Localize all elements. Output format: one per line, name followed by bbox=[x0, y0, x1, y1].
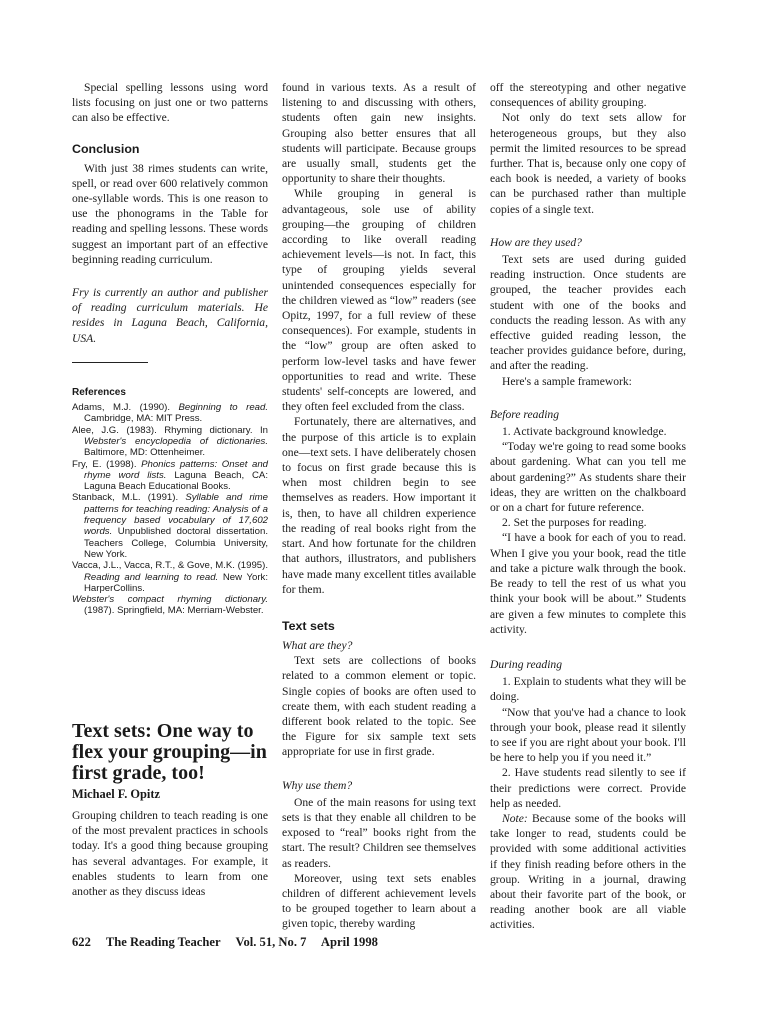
column-middle bbox=[282, 80, 476, 932]
article-author: Michael F. Opitz bbox=[72, 786, 160, 801]
intro-paragraph: Special spelling lessons using word lists focusing on just one or two patterns can also be effective. bbox=[72, 81, 268, 125]
reference-item: Adams, M.J. (1990). Beginning to read. Cambridge, MA: MIT Press. bbox=[72, 402, 268, 425]
during-reading-subheading: During reading bbox=[490, 657, 563, 671]
body-paragraph: off the stereotyping and other negative consequences of ability grouping. bbox=[490, 81, 686, 110]
body-paragraph: found in various texts. As a result of listening to and discussing with others, students often gain new insights. Grouping also better ensures that all students will participate. Because groups are usually small, students get the opportunity to share their thoughts. bbox=[282, 81, 476, 186]
conclusion-paragraph: With just 38 rimes students can write, spell, or read over 600 relatively common one-syllable words. This is one reason to use the phonograms in the Table for reading and spelling lessons. These words suggest an important part of an effective beginning reading curriculum. bbox=[72, 161, 268, 266]
body-paragraph: While grouping in general is advantageous, sole use of ability grouping—the grouping of children according to like overall reading achievement levels—is not. In fact, this type of grouping yields several unintended consequences especially for the children viewed as “low” readers (see Opitz, 1997, for a full review of these consequences). For example, students in the “low” group are often asked to perform low-level tasks and have fewer opportunities to read and write. These students' self-concepts are lowered, and they often feel excluded from the class. bbox=[282, 187, 476, 414]
step-item: 2. Have students read silently to see if their predictions were correct. Provide help as needed. bbox=[490, 766, 686, 810]
body-paragraph: Text sets are collections of books related to a common element or topic. Single copies of books are often used to create them, with each student reading a different book related to the topic. See the Figure for six sample text sets appropriate for use in first grade. bbox=[282, 654, 476, 759]
step-item: 1. Activate background knowledge. bbox=[502, 425, 667, 439]
body-paragraph: Not only do text sets allow for heterogeneous groups, but they also permit the limited resources to be spread further. That is, because only one copy of each book is needed, a variety of books can be purchased rather than multiple copies of a single text. bbox=[490, 111, 686, 216]
volume-info: Vol. 51, No. 7 bbox=[235, 935, 307, 949]
reference-item: Stanback, M.L. (1991). Syllable and rime patterns for teaching reading: Analysis of a frequency based vocabulary of 17,602 words. Unpublished doctoral dissertation. Teachers College, Columbia University, New York. bbox=[72, 492, 269, 560]
article-intro-paragraph: Grouping children to teach reading is one of the most prevalent practices in schools today. It's a good thing because grouping has several advantages. For example, it enables students to learn from one another as they discuss ideas bbox=[72, 808, 268, 898]
author-bio: Fry is currently an author and publisher of reading curriculum materials. He resides in Laguna Beach, California, USA. bbox=[72, 286, 268, 345]
reference-item: Fry, E. (1998). Phonics patterns: Onset and rhyme word lists. Laguna Beach, CA: Laguna Beach Educational Books. bbox=[72, 458, 269, 493]
reference-item: Vacca, J.L., Vacca, R.T., & Gove, M.K. (1995). Reading and learning to read. New York: HarperCollins. bbox=[72, 560, 268, 594]
before-reading-subheading: Before reading bbox=[490, 407, 560, 421]
body-paragraph: “Now that you've had a chance to look through your book, please read it silently to see if you are right about your book. I'll be here to help you if you need it.” bbox=[490, 705, 686, 765]
body-paragraph: “Today we're going to read some books about gardening. What can you tell me about gardening?” As students share their ideas, they are written on the chalkboard or on a chart for future reference. bbox=[490, 440, 686, 515]
why-use-them-subheading: Why use them? bbox=[282, 778, 353, 792]
text-sets-heading: Text sets bbox=[282, 618, 335, 633]
conclusion-heading: Conclusion bbox=[72, 141, 140, 156]
references-list bbox=[72, 402, 268, 617]
body-paragraph: Here's a sample framework: bbox=[502, 374, 632, 388]
issue-date: April 1998 bbox=[320, 935, 378, 949]
column-left bbox=[72, 80, 268, 899]
body-paragraph: “I have a book for each of you to read. When I give you your book, read the title and take a picture walk through the book. Be ready to tell the rest of us what you think your book will be about.” Students are given a few minutes to complete this activity. bbox=[490, 531, 686, 636]
what-are-they-subheading: What are they? bbox=[282, 638, 353, 652]
references-heading: References bbox=[72, 386, 126, 398]
body-paragraph: Fortunately, there are alternatives, and the purpose of this article is to explain one—text sets. I have deliberately chosen to focus on first grade because this is when most children begin to see themselves as readers. How important it is, then, to have all children experience the reading of real books right from the start. And how fortunate for the children that authors, illustrators, and publishers have made many excellent titles available for them. bbox=[282, 415, 476, 596]
step-item: 1. Explain to students what they will be doing. bbox=[490, 675, 686, 704]
body-paragraph: Moreover, using text sets enables children of different achievement levels to be grouped together to learn about a given topic, thereby warding bbox=[282, 871, 476, 931]
page-number: 622 bbox=[72, 935, 91, 949]
body-paragraph: Text sets are used during guided reading instruction. Once students are grouped, the teacher provides each student with one of the books and conducts the reading lesson. As with any effective guided reading lesson, the teacher provides guidance before, during, and after the reading. bbox=[490, 253, 686, 373]
page-footer bbox=[72, 935, 390, 950]
reference-item: Alee, J.G. (1983). Rhyming dictionary. In Webster's encyclopedia of dictionaries. Baltimore, MD: Ottenheimer. bbox=[72, 424, 268, 459]
article-title: Text sets: One way to flex your grouping—in first grade, too! bbox=[72, 719, 267, 784]
journal-name: The Reading Teacher bbox=[105, 935, 221, 949]
how-are-they-used-subheading: How are they used? bbox=[490, 235, 582, 249]
column-right bbox=[490, 80, 686, 933]
body-paragraph: One of the main reasons for using text sets is that they enable all children to be exposed to “real” books right from the start. The result? Children see themselves as readers. bbox=[282, 795, 476, 870]
note-paragraph: Note: Because some of the books will take longer to read, students could be provided with some additional activities if they finish reading before others in the group. Writing in a journal, drawing about their favorite part of the book, or reading another book are all viable activities. bbox=[490, 811, 686, 932]
reference-item: Webster's compact rhyming dictionary. (1987). Springfield, MA: Merriam-Webster. bbox=[72, 594, 268, 617]
step-item: 2. Set the purposes for reading. bbox=[502, 516, 647, 530]
section-divider bbox=[72, 362, 148, 363]
note-label: Note: bbox=[502, 811, 528, 825]
